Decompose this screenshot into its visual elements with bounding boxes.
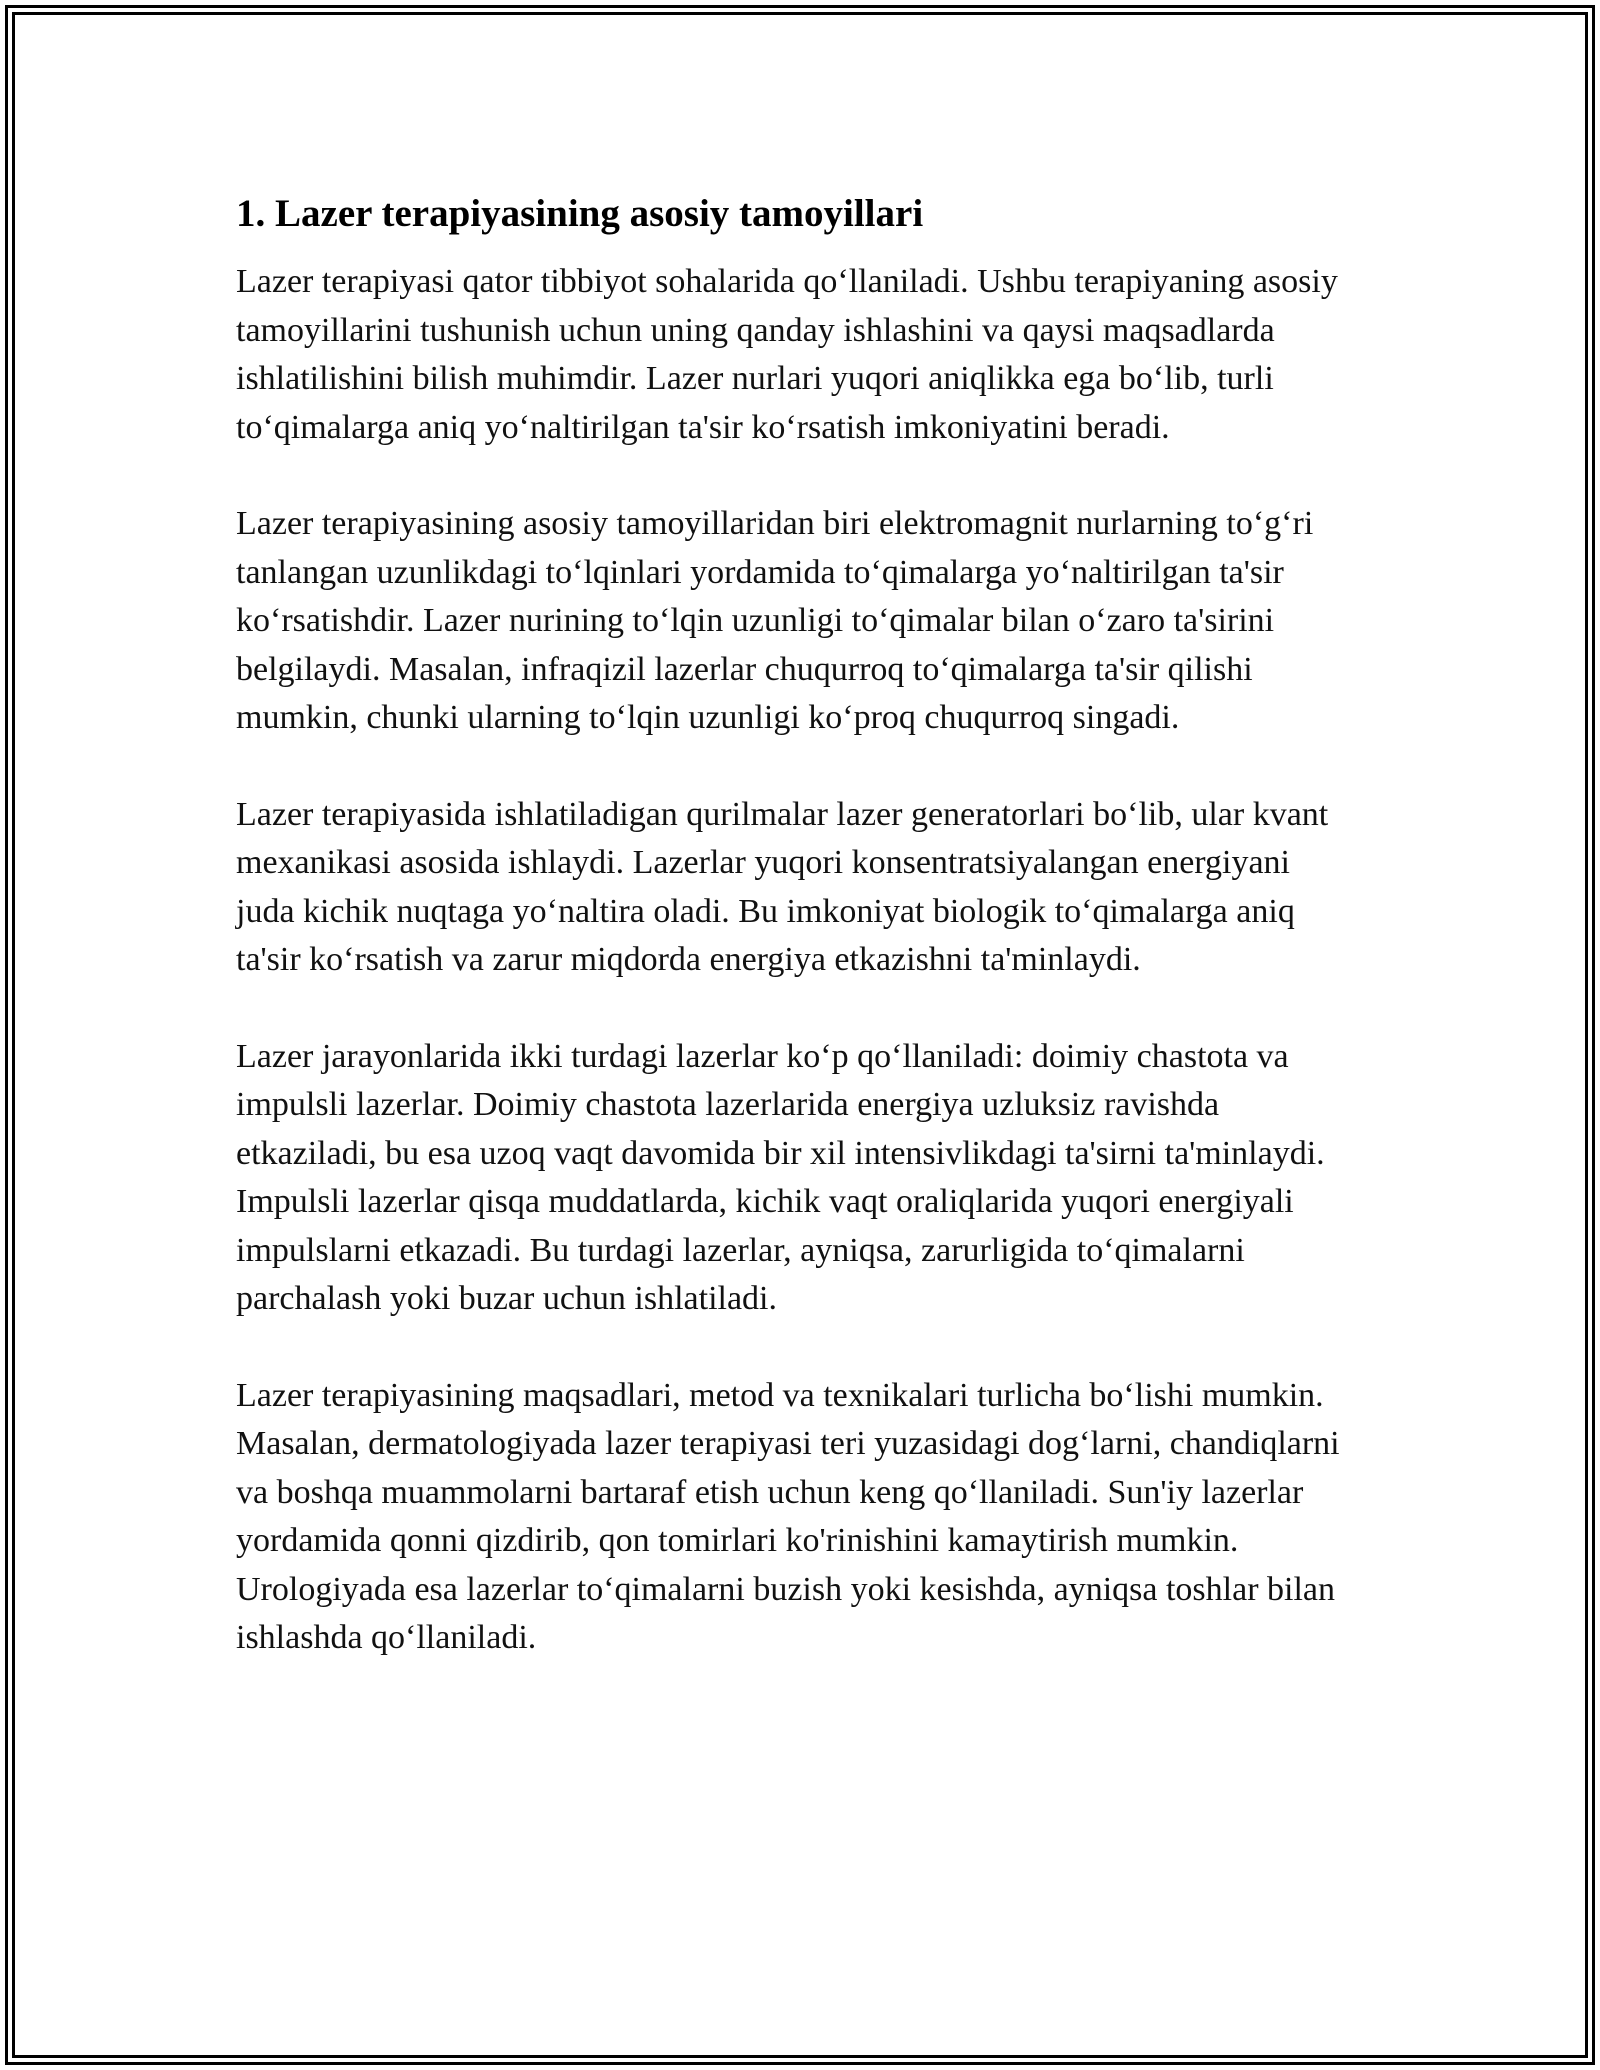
paragraph-1: Lazer terapiyasi qator tibbiyot sohalarida qo‘llaniladi. Ushbu terapiyaning asosiy tamoyillarini tushunish uchun uning qanday ishlashini va qaysi maqsadlarda ishlatilishini bilish muhimdir. Lazer nurlari yuqori aniqlikka ega bo‘lib, turli to‘qimalarga aniq yo‘naltirilgan ta'sir ko‘rsatish imkoniyatini beradi. xyxy=(236,263,1338,446)
paragraph-2: Lazer terapiyasining asosiy tamoyillaridan biri elektromagnit nurlarning to‘g‘ri tanlangan uzunlikdagi to‘lqinlari yordamida to‘qimalarga yo‘naltirilgan ta'sir ko‘rsatishdir. Lazer nurining to‘lqin uzunligi to‘qimalar bilan o‘zaro ta'sirini belgilaydi. Masalan, infraqizil lazerlar chuqurroq to‘qimalarga ta'sir qilishi mumkin, chunki ularning to‘lqin uzunligi ko‘proq chuqurroq singadi. xyxy=(236,505,1314,736)
section-heading: 1. Lazer terapiyasining asosiy tamoyillari xyxy=(236,192,924,235)
paragraph-4: Lazer jarayonlarida ikki turdagi lazerlar ko‘p qo‘llaniladi: doimiy chastota va impulsli lazerlar. Doimiy chastota lazerlarida energiya uzluksiz ravishda etkaziladi, bu esa uzoq vaqt davomida bir xil intensivlikdagi ta'sirni ta'minlaydi. Impulsli lazerlar qisqa muddatlarda, kichik vaqt oraliqlarida yuqori energiyali impulslarni etkazadi. Bu turdagi lazerlar, ayniqsa, zarurligida to‘qimalarni parchalash yoki buzar uchun ishlatiladi. xyxy=(236,1037,1325,1317)
paragraph-5: Lazer terapiyasining maqsadlari, metod va texnikalari turlicha bo‘lishi mumkin. Masalan, dermatologiyada lazer terapiyasi teri yuzasidagi dog‘larni, chandiqlarni va boshqa muammolarni bartaraf etish uchun keng qo‘llaniladi. Sun'iy lazerlar yordamida qonni qizdirib, qon tomirlari ko'rinishini kamaytirish mumkin. Urologiyada esa lazerlar to‘qimalarni buzish yoki kesishda, ayniqsa toshlar bilan ishlashda qo‘llaniladi. xyxy=(236,1376,1340,1656)
document-body xyxy=(236,188,1356,1711)
paragraph-3: Lazer terapiyasida ishlatiladigan qurilmalar lazer generatorlari bo‘lib, ular kvant mexanikasi asosida ishlaydi. Lazerlar yuqori konsentratsiyalangan energiyani juda kichik nuqtaga yo‘naltira oladi. Bu imkoniyat biologik to‘qimalarga aniq ta'sir ko‘rsatish va zarur miqdorda energiya etkazishni ta'minlaydi. xyxy=(236,795,1329,978)
